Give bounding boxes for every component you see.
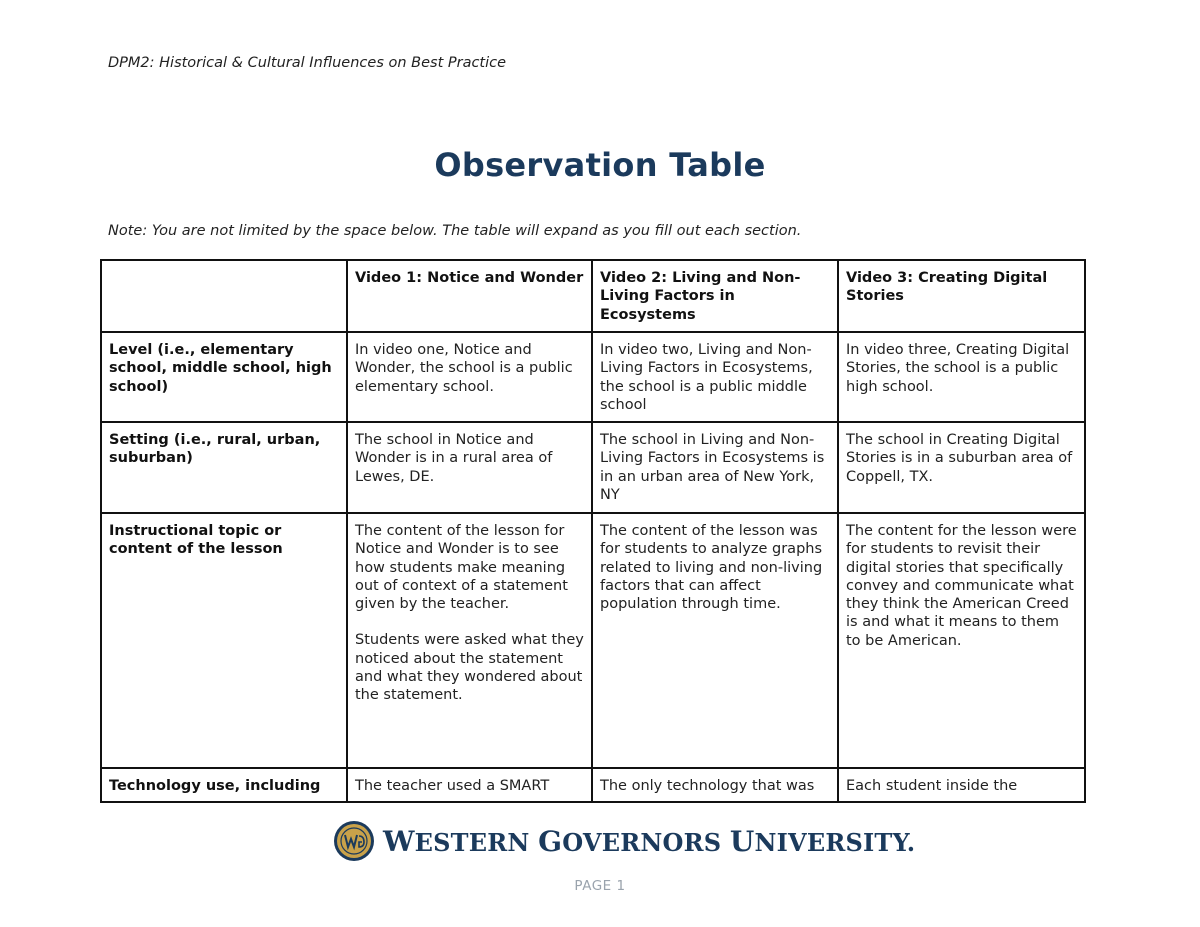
table-row-technology xyxy=(101,768,1085,802)
page-number: PAGE 1 xyxy=(574,878,626,894)
wgu-seal-icon xyxy=(333,820,375,862)
table-cell: Each student inside the xyxy=(838,768,1085,802)
table-note: Note: You are not limited by the space below. The table will expand as you fill out each section. xyxy=(108,223,802,239)
cell-paragraph: The content of the lesson for Notice and Wonder is to see how students make meaning out of context of a statement given by the teacher. xyxy=(355,523,568,613)
row-label-technology: Technology use, including xyxy=(101,768,347,802)
row-label-setting: Setting (i.e., rural, urban, suburban) xyxy=(101,422,347,513)
observation-table xyxy=(100,259,1086,803)
wgu-logo xyxy=(333,818,916,864)
running-header: DPM2: Historical & Cultural Influences on Best Practice xyxy=(108,55,507,71)
row-label-content: Instructional topic or content of the lesson xyxy=(101,513,347,768)
table-cell: In video two, Living and Non-Living Factors in Ecosystems, the school is a public middle school xyxy=(592,332,838,422)
table-cell: The school in Living and Non-Living Factors in Ecosystems is in an urban area of New York, NY xyxy=(592,422,838,513)
table-cell: In video one, Notice and Wonder, the school is a public elementary school. xyxy=(347,332,592,422)
table-cell: The teacher used a SMART xyxy=(347,768,592,802)
table-cell xyxy=(347,513,592,768)
table-header-cell-video-1: Video 1: Notice and Wonder xyxy=(347,260,592,332)
cell-paragraph: Students were asked what they noticed about the statement and what they wondered about the statement. xyxy=(355,632,584,704)
table-header-row xyxy=(101,260,1085,332)
page-title: Observation Table xyxy=(434,146,766,184)
table-row-content xyxy=(101,513,1085,768)
table-cell: The only technology that was xyxy=(592,768,838,802)
table-header-cell-video-2: Video 2: Living and Non-Living Factors in Ecosystems xyxy=(592,260,838,332)
table-cell: The school in Notice and Wonder is in a rural area of Lewes, DE. xyxy=(347,422,592,513)
table-cell: The school in Creating Digital Stories is in a suburban area of Coppell, TX. xyxy=(838,422,1085,513)
table-cell: In video three, Creating Digital Stories, the school is a public high school. xyxy=(838,332,1085,422)
table-cell: The content of the lesson was for students to analyze graphs related to living and non-living factors that can affect population through time. xyxy=(592,513,838,768)
table-header-cell-empty xyxy=(101,260,347,332)
table-header-cell-video-3: Video 3: Creating Digital Stories xyxy=(838,260,1085,332)
table-row-level xyxy=(101,332,1085,422)
table-cell: The content for the lesson were for students to revisit their digital stories that specifically convey and communicate what they think the American Creed is and what it means to them to be American. xyxy=(838,513,1085,768)
table-row-setting xyxy=(101,422,1085,513)
wgu-wordmark: WESTERN GOVERNORS UNIVERSITY. xyxy=(383,824,916,858)
row-label-level: Level (i.e., elementary school, middle school, high school) xyxy=(101,332,347,422)
